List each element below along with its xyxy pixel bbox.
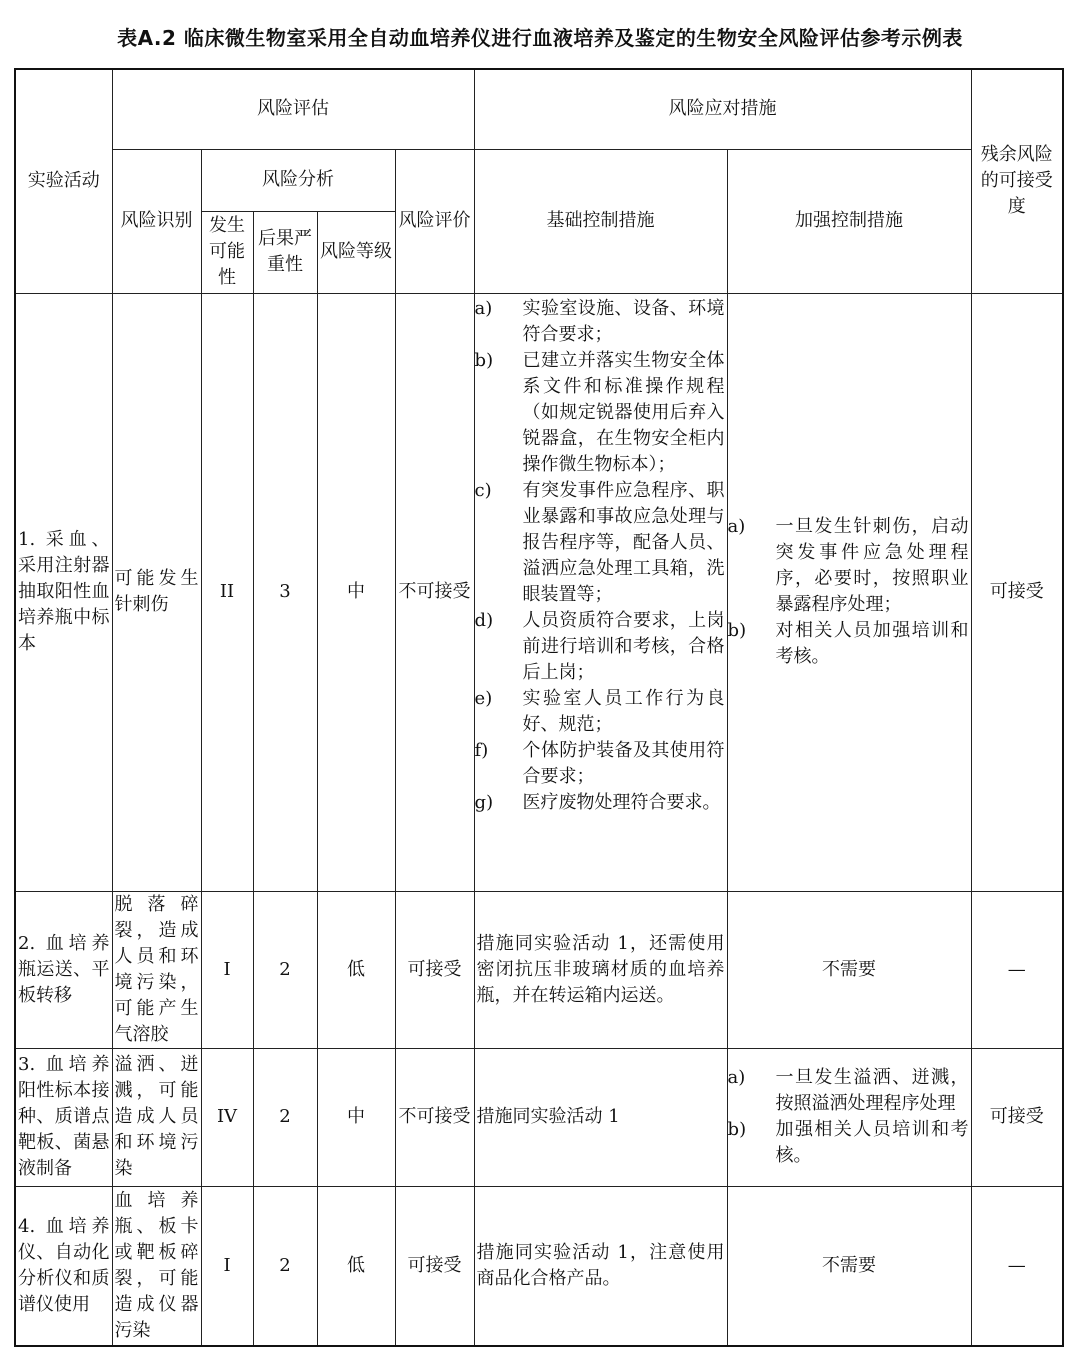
likelihood-cell: I bbox=[201, 1186, 253, 1346]
list-item: a) 实验室设施、设备、环境符合要求； bbox=[474, 297, 725, 345]
residual-risk-cell: 可接受 bbox=[971, 293, 1063, 891]
severity-cell: 3 bbox=[253, 293, 317, 891]
basic-controls-cell: 措施同实验活动 1 bbox=[474, 1048, 727, 1186]
header-risk-identification: 风险识别 bbox=[112, 149, 201, 293]
header-basic-controls: 基础控制措施 bbox=[474, 149, 727, 293]
activity-cell: 3. 血培养阳性标本接种、质谱点靶板、菌悬液制备 bbox=[15, 1048, 112, 1186]
evaluation-cell: 可接受 bbox=[395, 891, 474, 1048]
header-risk-evaluation: 风险评价 bbox=[395, 149, 474, 293]
residual-risk-cell: 可接受 bbox=[971, 1048, 1063, 1186]
severity-cell: 2 bbox=[253, 891, 317, 1048]
risk-level-cell: 低 bbox=[317, 1186, 395, 1346]
identification-cell: 溢洒、迸溅，可能造成人员和环境污染 bbox=[112, 1048, 201, 1186]
header-residual-risk: 残余风险的可接受度 bbox=[971, 69, 1063, 293]
risk-assessment-table bbox=[14, 68, 1064, 1347]
header-risk-level: 风险等级 bbox=[317, 211, 395, 293]
enhanced-controls-cell: 不需要 bbox=[727, 1186, 971, 1346]
enhanced-controls-cell bbox=[727, 293, 971, 891]
list-item: e) 实验室人员工作行为良好、规范； bbox=[474, 687, 725, 735]
enhanced-controls-cell bbox=[727, 1048, 971, 1186]
header-severity: 后果严重性 bbox=[253, 211, 317, 293]
header-activity: 实验活动 bbox=[15, 69, 112, 293]
likelihood-cell: IV bbox=[201, 1048, 253, 1186]
identification-cell: 血培养瓶、板卡或靶板碎裂，可能造成仪器污染 bbox=[112, 1186, 201, 1346]
severity-cell: 2 bbox=[253, 1186, 317, 1346]
evaluation-cell: 可接受 bbox=[395, 1186, 474, 1346]
table-row bbox=[15, 1186, 1063, 1346]
likelihood-cell: II bbox=[201, 293, 253, 891]
evaluation-cell: 不可接受 bbox=[395, 1048, 474, 1186]
basic-controls-cell: 措施同实验活动 1，注意使用商品化合格产品。 bbox=[474, 1186, 727, 1346]
table-title: 表A.2 临床微生物室采用全自动血培养仪进行血液培养及鉴定的生物安全风险评估参考示例表 bbox=[117, 26, 963, 50]
header-likelihood: 发生可能性 bbox=[201, 211, 253, 293]
residual-risk-cell: — bbox=[971, 891, 1063, 1048]
table-row bbox=[15, 891, 1063, 1048]
basic-controls-cell: 措施同实验活动 1，还需使用密闭抗压非玻璃材质的血培养瓶，并在转运箱内运送。 bbox=[474, 891, 727, 1048]
risk-level-cell: 中 bbox=[317, 1048, 395, 1186]
residual-risk-cell: — bbox=[971, 1186, 1063, 1346]
list-item: c) 有突发事件应急程序、职业暴露和事故应急处理与报告程序等，配备人员、溢洒应急处理工具箱，洗眼装置等； bbox=[474, 479, 725, 605]
list-item: d) 人员资质符合要求，上岗前进行培训和考核，合格后上岗； bbox=[474, 609, 725, 683]
identification-cell: 脱落碎裂，造成人员和环境污染，可能产生气溶胶 bbox=[112, 891, 201, 1048]
list-item: g) 医疗废物处理符合要求。 bbox=[474, 791, 721, 813]
list-item: a) 一旦发生溢洒、迸溅，按照溢洒处理程序处理 bbox=[727, 1067, 969, 1114]
table-row bbox=[15, 293, 1063, 891]
header-risk-analysis: 风险分析 bbox=[201, 149, 395, 211]
activity-cell: 2. 血培养瓶运送、平板转移 bbox=[15, 891, 112, 1048]
header-enhanced-controls: 加强控制措施 bbox=[727, 149, 971, 293]
risk-level-cell: 中 bbox=[317, 293, 395, 891]
identification-cell: 可能发生针刺伤 bbox=[112, 293, 201, 891]
activity-cell: 1. 采血、采用注射器抽取阳性血培养瓶中标本 bbox=[15, 293, 112, 891]
table-row bbox=[15, 1048, 1063, 1186]
header-risk-response: 风险应对措施 bbox=[474, 69, 971, 149]
risk-level-cell: 低 bbox=[317, 891, 395, 1048]
activity-cell: 4. 血培养仪、自动化分析仪和质谱仪使用 bbox=[15, 1186, 112, 1346]
basic-controls-cell bbox=[474, 293, 727, 891]
evaluation-cell: 不可接受 bbox=[395, 293, 474, 891]
header-risk-assessment: 风险评估 bbox=[112, 69, 474, 149]
list-item: f) 个体防护装备及其使用符合要求； bbox=[474, 739, 725, 787]
list-item: b) 已建立并落实生物安全体系文件和标准操作规程（如规定锐器使用后弃入锐器盒，在生物安全柜内操作微生物标本）； bbox=[474, 349, 725, 475]
enhanced-controls-cell: 不需要 bbox=[727, 891, 971, 1048]
likelihood-cell: I bbox=[201, 891, 253, 1048]
severity-cell: 2 bbox=[253, 1048, 317, 1186]
list-item: a) 一旦发生针刺伤，启动突发事件应急处理程序，必要时，按照职业暴露程序处理； bbox=[727, 516, 969, 615]
list-item: b) 对相关人员加强培训和考核。 bbox=[727, 620, 969, 667]
list-item: b) 加强相关人员培训和考核。 bbox=[727, 1119, 969, 1166]
